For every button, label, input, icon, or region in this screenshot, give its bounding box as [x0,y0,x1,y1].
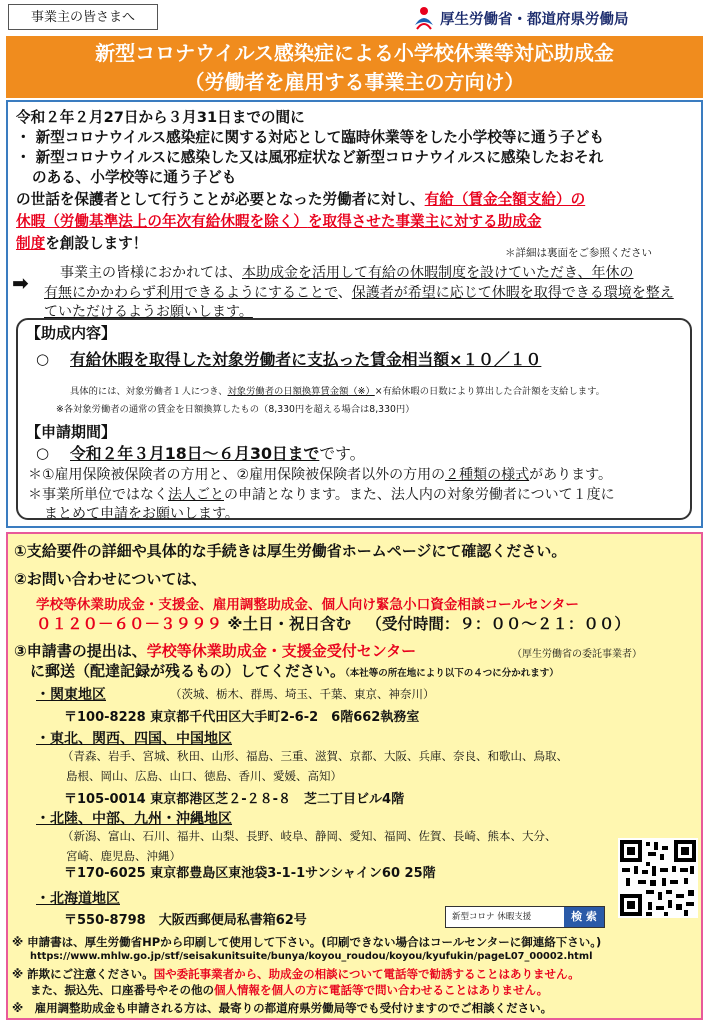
region-kanto-address: 〒100-8228 東京都千代田区大手町2-6-2 6階662執務室 [64,710,420,725]
info-item-3 [14,640,416,661]
region-kanto-prefs: （茨城、栃木、群馬、埼玉、千葉、東京、神奈川） [170,687,435,701]
item-3-line-2 [30,660,559,681]
footnote-1: ※ 申請書は、厚生労働省HPから印刷して使用して下さい。(印刷できない場合はコールセンターに御連絡下さい。) [12,935,602,949]
region-kanto-name [36,684,106,704]
region-hokuriku-name [36,808,232,828]
arrow-icon: ➡ [12,271,29,295]
intro-period: 令和２年２月27日から３月31日までの間に [16,109,305,126]
footnote-2-text: ※ 詐欺にご注意ください。 [12,967,154,981]
phone-number: ０１２０－６０－３９９９ [36,615,223,633]
item-3-contractor: （厚生労働省の委託事業者） [512,649,642,660]
note-1-end: があります。 [529,467,612,483]
footnote-3 [30,982,548,998]
body-2-highlight-2: を取得させた事業主に対する助成金 [307,213,542,230]
body-3-highlight: 制度 [16,235,46,252]
search-button[interactable]: 検 索 [564,907,604,927]
title-banner [6,36,703,98]
note-2-text-2: の申請となります。また、法人内の対象労働者について１度に [224,487,615,503]
region-hokkaido-address: 〒550-8798 大阪西郵便局私書箱62号 [64,913,307,928]
intro-body-3 [16,234,147,253]
item-detail-text-2: ×有給休暇の日数により算出した合計額を支給します。 [374,386,605,397]
info-item-1: ①支給要件の詳細や具体的な手続きは厚生労働省ホームページにて確認ください。 [14,542,567,560]
item-detail-underlined: 対象労働者の日額換算賃金額（※） [227,386,375,397]
request-line-1 [60,264,633,283]
region-hokuriku-label: ・北陸、中部、九州・沖縄地区 [36,811,232,827]
region-tohoku-prefs-2: 島根、岡山、広島、山口、徳島、香川、愛媛、高知） [66,769,342,783]
note-2 [28,486,615,505]
request-2-comma: 、 [337,285,352,301]
item-bullet: ○ [36,350,50,368]
note-2-text: ＊事業所単位ではなく [28,487,168,503]
callcenter-name: 学校等休業助成金・支援金、雇用調整助成金、個人向け緊急小口資金相談コールセンター [36,597,579,613]
footnote-3-text: また、振込先、口座番号やその他の [30,983,214,997]
note-3: まとめて申請をお願いします。 [44,506,239,522]
title-line-1: 新型コロナウイルス感染症による小学校休業等対応助成金 [95,41,614,65]
phone-hours: （受付時間：９：００～２１：００） [366,615,630,633]
region-tohoku-prefs-1: （青森、岩手、宮城、秋田、山形、福島、三重、滋賀、京都、大阪、兵庫、奈良、和歌山、鳥取、 [62,749,568,763]
item-detail [70,385,605,399]
phone-line [36,612,630,634]
footnote-2-warning: 国や委託事業者から、助成金の相談について電話等で勧誘することはありません。 [153,967,580,981]
body-2-highlight: 休暇（労働基準法上の年次有給休暇を除く） [16,213,308,230]
request-line-2 [44,284,674,303]
item-3-center: 学校等休業助成金・支援金受付センター [146,642,417,660]
region-hokkaido-label: ・北海道地区 [36,891,120,907]
note-1 [28,466,612,485]
audience-label: 事業主の皆さまへ [8,4,158,30]
intro-bullet-2-cont: のある、小学校等に通う子ども [32,169,237,186]
period-heading: 【申請期間】 [26,423,117,441]
footnote-4: ※ 雇用調整助成金も申請される方は、最寄りの都道府県労働局等でも受付けますのでご相談ください。 [12,1001,553,1015]
item-3-note: （本社等の所在地により以下の４つに分かれます） [345,668,559,679]
intro-body-1 [16,190,585,209]
note-2-underlined: 法人ごと [168,487,224,503]
intro-bullet-2: ・ 新型コロナウイルスに感染した又は風邪症状など新型コロナウイルスに感染したおそれ [16,149,604,166]
footnote-2 [12,966,580,982]
note-1-underlined: ２種類の様式 [445,467,530,483]
note-1-text: ＊①雇用保険被保険者の方用と、②雇用保険被保険者以外の方用の [28,467,446,483]
item-3-mail: に郵送（配達記録が残るもの）してください。 [30,662,346,680]
region-hokkaido-name [36,888,120,908]
intro-bullet-1: ・ 新型コロナウイルス感染症に関する対応として臨時休業等をした小学校等に通う子ども [16,129,604,146]
content-heading: 【助成内容】 [26,324,117,342]
body-1-highlight: 有給（賃金全額支給）の [424,191,586,208]
footnote-3-warning: 個人情報を個人の方に電話等で問い合わせることはありません。 [214,983,549,997]
item-3-text: ③申請書の提出は、 [14,642,147,660]
body-3-text: を創設します！ [45,235,148,252]
detail-note: ＊詳細は裏面をご参照ください [505,247,652,259]
phone-note: ※土日・祝日含む [227,615,351,633]
ministry-emblem-icon [412,5,436,31]
region-tohoku-label: ・東北、関西、四国、中国地区 [36,731,232,747]
agency-name: 厚生労働省・都道府県労働局 [440,11,629,28]
request-2-underlined: 有無にかかわらず利用できるようにすることで [44,285,338,301]
intro-body-2 [16,212,541,231]
region-kanto-label: ・関東地区 [36,687,106,703]
item-detail-text: 具体的には、対象労働者１人につき、 [70,386,228,397]
search-box[interactable] [445,906,605,928]
region-hokuriku-prefs-2: 宮崎、鹿児島、沖縄） [66,849,181,863]
url[interactable]: https://www.mhlw.go.jp/stf/seisakunitsuite/bunya/koyou_roudou/koyou/kyufukin/pageL07_00002.html [30,951,593,962]
request-2-underlined-2: 保護者が希望に応じて休暇を取得できる環境を整え [351,285,674,301]
request-1-text: 事業主の皆様におかれては、 [60,265,242,281]
search-keyword: 新型コロナ 休暇支援 [452,912,532,922]
region-hokuriku-prefs-1: （新潟、富山、石川、福井、山梨、長野、岐阜、静岡、愛知、福岡、佐賀、長崎、熊本、大分、 [62,829,557,843]
body-1-text: の世話を保護者として行うことが必要となった労働者に対し、 [16,191,425,208]
ministry-logo [412,4,629,32]
period-tail: です。 [319,444,366,463]
request-line-3: ていただけるようお願いします。 [44,304,253,320]
region-hokuriku-address: 〒170-6025 東京都豊島区東池袋3-1-1サンシャイン60 25階 [64,866,436,881]
request-1-underlined: 本助成金を活用して有給の休暇制度を設けていただき、年休の [242,265,634,281]
period-dates: 令和２年３月18日～６月30日まで [70,444,320,463]
region-tohoku-address: 〒105-0014 東京都港区芝２-２８-８ 芝二丁目ビル4階 [64,792,405,807]
period-line [70,444,365,463]
region-tohoku-name [36,728,232,748]
content-item: 有給休暇を取得した対象労働者に支払った賃金相当額×１０／１０ [70,350,542,369]
info-item-2: ②お問い合わせについては、 [14,570,207,588]
qr-code-icon[interactable] [618,838,698,918]
title-line-2: （労働者を雇用する事業主の方向け） [184,70,525,94]
item-note: ※各対象労働者の通常の賃金を日額換算したもの（8,330円を超える場合は8,330円） [56,404,415,415]
period-bullet: ○ [36,444,50,462]
